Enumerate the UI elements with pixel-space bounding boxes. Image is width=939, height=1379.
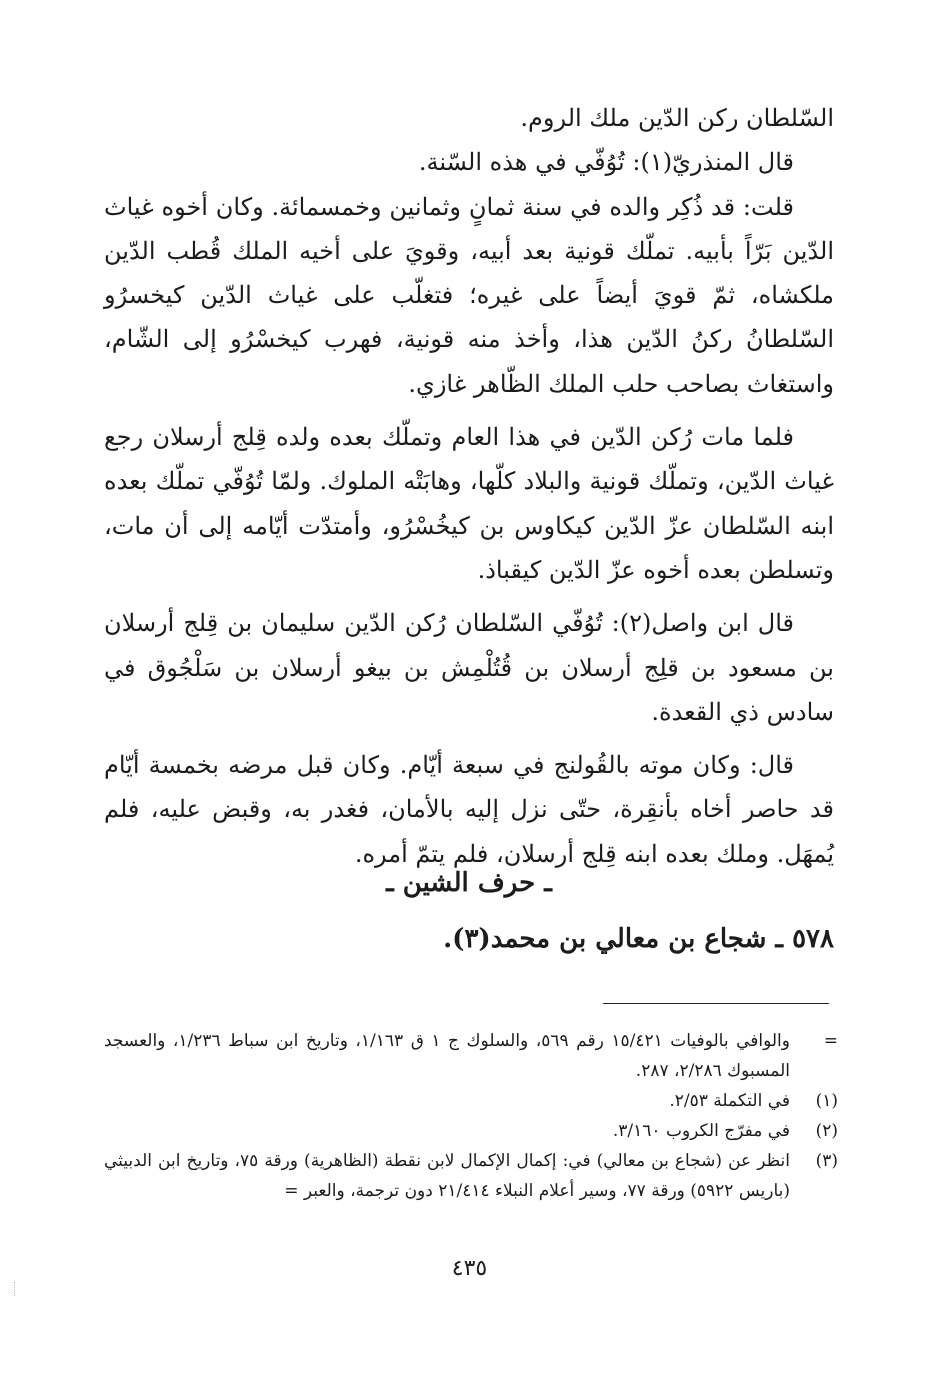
footnote-text: في مفرّج الكروب ٣/١٦٠.: [612, 1121, 790, 1141]
page-number: ٤٣٥: [451, 1256, 488, 1281]
paragraph-2: قال المنذريّ(١): تُوُفّي في هذه السّنة.: [418, 148, 794, 177]
footnote-3: [104, 1146, 838, 1206]
footnote-mark: (٣): [815, 1151, 838, 1171]
footnote-text: والوافي بالوفيات ١٥/٤٢١ رقم ٥٦٩، والسلوك ج ١ ق ١/١٦٣، وتاريخ ابن سباط ١/٢٣٦، والعسجد المسبوك ٢/٢٨٦، ٢٨٧.: [104, 1031, 790, 1081]
paragraph-6: قال: وكان موته بالقُولنج في سبعة أيّام. وكان قبل مرضه بخمسة أيّام قد حاصر أخاه بأنقِرة، حتّى نزل إليه بالأمان، فغدر به، وقبض عليه، فلم يُمهَل. وملك بعده ابنه قِلج أرسلان، فلم يتمّ أمره.: [104, 751, 834, 868]
paragraph-1: السّلطان ركن الدّين ملك الروم.: [520, 104, 834, 132]
scan-mark: [14, 1282, 17, 1296]
footnote-text: في التكملة ٢/٥٣.: [669, 1091, 790, 1111]
footnote-text: انظر عن (شجاع بن معالي) في: إكمال الإكمال لابن نقطة (الظاهرية) ورقة ٧٥، وتاريخ ابن الدبيثي (باريس ٥٩٢٢) ورقة ٧٧، وسير أعلام النبلاء ٢١/٤١٤ دون ترجمة، والعبر =: [104, 1151, 790, 1201]
paragraph-4: فلما مات رُكن الدّين في هذا العام وتملّك بعده ولده قِلج أرسلان رجع غياث الدّين، وتملّك قونية والبلاد كلّها، وهابَتْه الملوك. ولمّا تُوُفّي تملّك بعده ابنه السّلطان عزّ الدّين كيكاوس بن كيخُسْرُو، وأمتدّت أيّامه إلى أن مات، وتسلطن بعده أخوه عزّ الدّين كيقباذ.: [104, 423, 835, 584]
entry-heading: ٥٧٨ ـ شجاع بن معالي بن محمد(٣).: [443, 924, 834, 954]
footnote-1: [104, 1086, 838, 1116]
main-text: [104, 96, 834, 876]
paragraph-3: قلت: قد ذُكِر والده في سنة ثمانٍ وثمانين وخمسمائة. وكان أخوه غياث الدّين بَرّاً بأبيه. تملّك قونية بعد أبيه، وقويَ على أخيه الملك قُطب الدّين ملكشاه، ثمّ قويَ أيضاً على غيره؛ فتغلّب على غياث الدّين كيخسرُو السّلطانُ ركنُ الدّين هذا، وأخذ منه قونية، فهرب كيخسْرُو إلى الشّام، واستغاث بصاحب حلب الملك الظّاهر غازي.: [104, 192, 834, 398]
footnote-mark: =: [823, 1031, 838, 1051]
footnotes: [104, 1026, 838, 1206]
footnote-2: [104, 1116, 838, 1146]
footnote-separator: [603, 1003, 829, 1004]
section-heading: ـ حرف الشين ـ: [386, 868, 552, 898]
paragraph-5: قال ابن واصل(٢): تُوُفّي السّلطان رُكن الدّين سليمان بن قِلج أرسلان بن مسعود بن قلِج أرسلان بن قُتُلْمِش بن بيغو أرسلان بن سَلْجُوق في سادس ذي القعدة.: [104, 609, 834, 726]
footnote-mark: (١): [815, 1091, 838, 1111]
footnote-continuation: [104, 1026, 838, 1086]
footnote-mark: (٢): [815, 1121, 838, 1141]
